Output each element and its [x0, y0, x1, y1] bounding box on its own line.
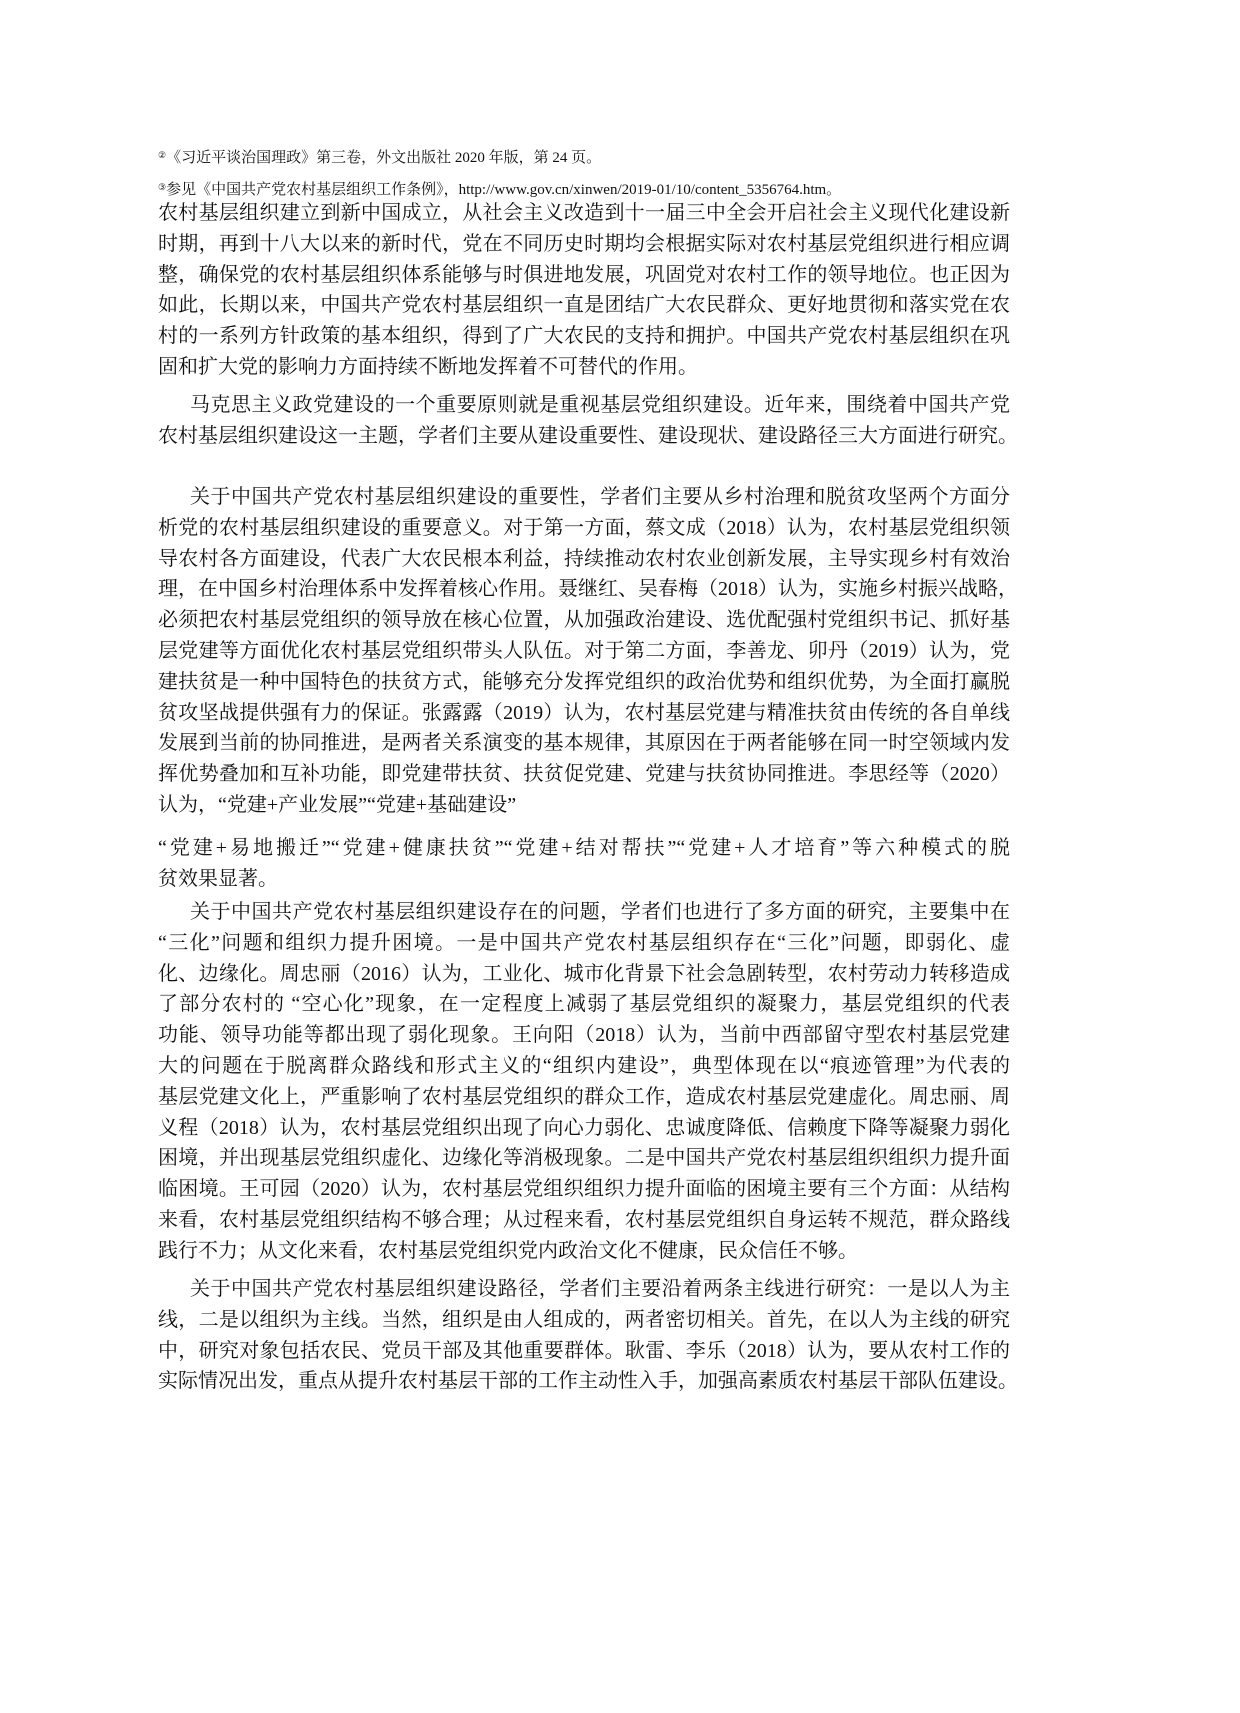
text-line: 马克思主义政党建设的一个重要原则就是重视基层党组织建设。近年来，围绕着中国共产党: [190, 394, 1010, 416]
text-line: 时期，再到十八大以来的新时代，党在不同历史时期均会根据实际对农村基层党组织进行相应调: [158, 232, 1010, 255]
text-line: 中，研究对象包括农民、党员干部及其他重要群体。耿雷、李乐（2018）认为，要从农村工作的: [158, 1339, 1010, 1362]
text-line: “三化”问题和组织力提升困境。一是中国共产党农村基层组织存在“三化”问题，即弱化、虚: [158, 931, 1010, 954]
text-line: 基层党建文化上，严重影响了农村基层党组织的群众工作，造成农村基层党建虚化。周忠丽、周: [158, 1085, 1010, 1108]
text-line: 农村基层组织建设这一主题，学者们主要从建设重要性、建设现状、建设路径三大方面进行研究。: [158, 424, 1018, 447]
text-line: 义程（2018）认为，农村基层党组织出现了向心力弱化、忠诚度降低、信赖度下降等凝聚力弱化: [158, 1116, 1010, 1139]
text-line: 关于中国共产党农村基层组织建设存在的问题，学者们也进行了多方面的研究，主要集中在: [190, 901, 1010, 923]
text-line: 建扶贫是一种中国特色的扶贫方式，能够充分发挥党组织的政治优势和组织优势，为全面打赢脱: [158, 670, 1010, 693]
text-line: 析党的农村基层组织建设的重要意义。对于第一方面，蔡文成（2018）认为，农村基层党组织领: [158, 516, 1010, 539]
text-line: 贫效果显著。: [158, 867, 278, 890]
text-line: 如此，长期以来，中国共产党农村基层组织一直是团结广大农民群众、更好地贯彻和落实党在农: [158, 294, 1010, 317]
text-line: 线，二是以组织为主线。当然，组织是由人组成的，两者密切相关。首先，在以人为主线的研究: [158, 1308, 1010, 1331]
text-line: 农村基层组织建立到新中国成立，从社会主义改造到十一届三中全会开启社会主义现代化建设新: [158, 202, 1010, 224]
text-line: 了部分农村的 “空心化”现象，在一定程度上减弱了基层党组织的凝聚力，基层党组织的代表: [158, 993, 1010, 1016]
text-line: 功能、领导功能等都出现了弱化现象。王向阳（2018）认为，当前中西部留守型农村基层党建: [158, 1024, 1010, 1047]
text-line: 临困境。王可园（2020）认为，农村基层党组织组织力提升面临的困境主要有三个方面：从结构: [158, 1178, 1010, 1201]
text-line: 化、边缘化。周忠丽（2016）认为，工业化、城市化背景下社会急剧转型，农村劳动力转移造成: [158, 962, 1010, 985]
text-line: 贫攻坚战提供强有力的保证。张露露（2019）认为，农村基层党建与精准扶贫由传统的各自单线: [158, 701, 1010, 724]
paragraph-3: [158, 482, 1018, 821]
text-line: 村的一系列方针政策的基本组织，得到了广大农民的支持和拥护。中国共产党农村基层组织在巩: [158, 325, 1010, 348]
paragraph-2: [158, 390, 1018, 452]
text-line: 践行不力；从文化来看，农村基层党组织党内政治文化不健康，民众信任不够。: [158, 1239, 858, 1262]
text-line: 实际情况出发，重点从提升农村基层干部的工作主动性入手，加强高素质农村基层干部队伍建设。: [158, 1370, 1018, 1393]
text-line: 固和扩大党的影响力方面持续不断地发挥着不可替代的作用。: [158, 355, 698, 378]
footnote-mark: ②: [158, 150, 167, 160]
text-line: 层党建等方面优化农村基层党组织带头人队伍。对于第二方面，李善龙、卯丹（2019）认为，党: [158, 639, 1010, 662]
text-line: 困境，并出现基层党组织虚化、边缘化等消极现象。二是中国共产党农村基层组织组织力提升面: [158, 1147, 1010, 1170]
paragraph-3-continued: [158, 833, 1010, 895]
footnote-mark: ③: [158, 182, 167, 192]
text-line: 认为，“党建+产业发展”“党建+基础建设”: [158, 793, 517, 816]
footnote-text: 《习近平谈治国理政》第三卷，外文出版社 2020 年版，第 24 页。: [166, 150, 602, 166]
footnote-2: [158, 144, 601, 169]
text-line: 理，在中国乡村治理体系中发挥着核心作用。聂继红、吴春梅（2018）认为，实施乡村振兴战略，: [158, 578, 1018, 601]
text-line: 导农村各方面建设，代表广大农民根本利益，持续推动农村农业创新发展，主导实现乡村有效治: [158, 547, 1010, 570]
text-line: 来看，农村基层党组织结构不够合理；从过程来看，农村基层党组织自身运转不规范，群众路线: [158, 1208, 1010, 1231]
text-line: 发展到当前的协同推进，是两者关系演变的基本规律，其原因在于两者能够在同一时空领域内发: [158, 732, 1010, 755]
text-line: 关于中国共产党农村基层组织建设的重要性，学者们主要从乡村治理和脱贫攻坚两个方面分: [190, 486, 1010, 508]
paragraph-5: [158, 1274, 1018, 1397]
text-line: 挥优势叠加和互补功能，即党建带扶贫、扶贫促党建、党建与扶贫协同推进。李思经等（2020）: [158, 763, 1010, 786]
text-line: 整，确保党的农村基层组织体系能够与时俱进地发展，巩固党对农村工作的领导地位。也正因为: [158, 263, 1010, 286]
paragraph-1: [158, 198, 1010, 383]
text-line: “党建+易地搬迁”“党建+健康扶贫”“党建+结对帮扶”“党建+人才培育”等六种模式的脱: [158, 837, 1010, 859]
text-line: 必须把农村基层党组织的领导放在核心位置，从加强政治建设、选优配强村党组织书记、抓好基: [158, 609, 1010, 632]
paragraph-4: [158, 897, 1010, 1267]
text-line: 关于中国共产党农村基层组织建设路径，学者们主要沿着两条主线进行研究：一是以人为主: [190, 1278, 1010, 1300]
footnote-text: 参见《中国共产党农村基层组织工作条例》，http://www.gov.cn/xinwen/2019-01/10/content_5356764.htm。: [166, 182, 842, 198]
text-line: 大的问题在于脱离群众路线和形式主义的“组织内建设”，典型体现在以“痕迹管理”为代表的: [158, 1054, 1010, 1077]
